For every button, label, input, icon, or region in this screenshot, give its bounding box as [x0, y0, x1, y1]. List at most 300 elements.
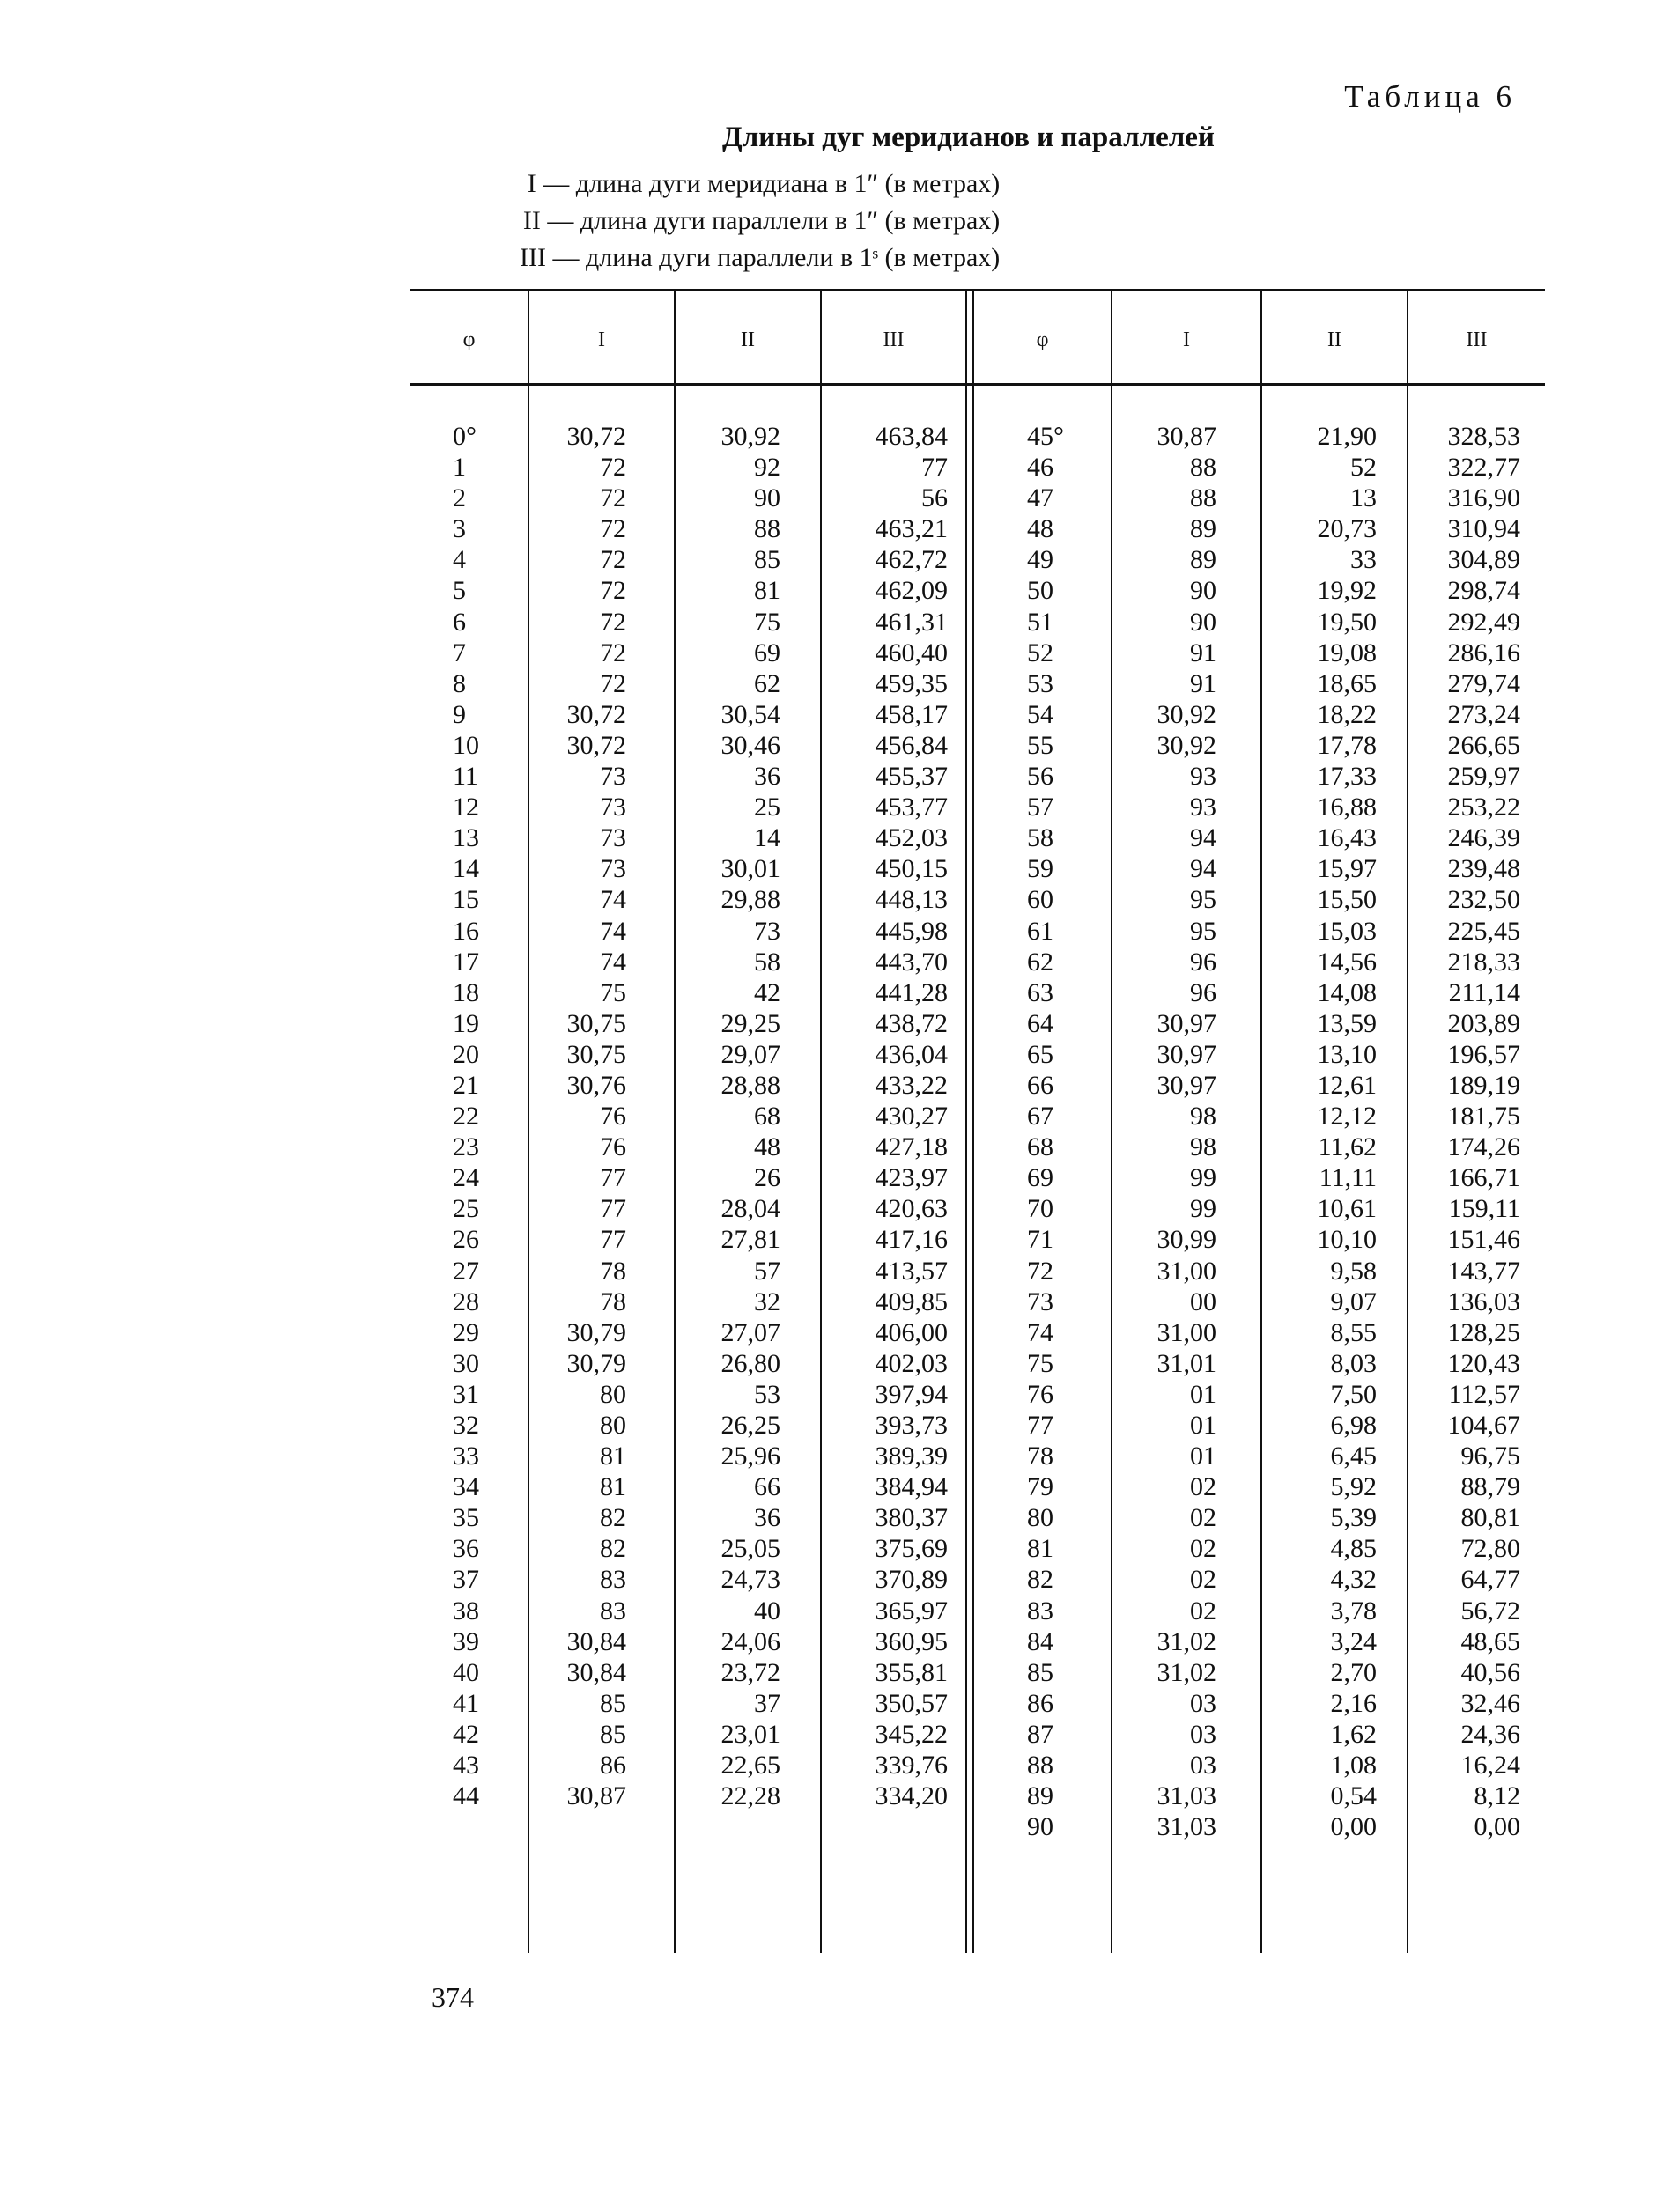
table-cell: 11,11	[1319, 1163, 1377, 1193]
table-cell: 443,70	[875, 947, 948, 977]
table-cell: 10,61	[1317, 1194, 1377, 1224]
table-cell: 30,97	[1156, 1039, 1216, 1069]
table-cell: 14	[754, 823, 780, 853]
table-cell: 59	[1027, 854, 1053, 884]
table-cell: 43	[453, 1751, 479, 1781]
table-cell: 26,25	[720, 1411, 780, 1440]
table-cell: 30,72	[566, 699, 626, 729]
table-cell: 99	[1190, 1194, 1216, 1224]
table-cell: 166,71	[1447, 1163, 1520, 1193]
column-divider	[820, 291, 822, 1953]
table-cell: 22,28	[720, 1781, 780, 1811]
table-cell: 2	[453, 483, 466, 513]
table-cell: 73	[1027, 1287, 1053, 1316]
table-cell: 81	[600, 1472, 626, 1502]
table-cell: 33	[453, 1441, 479, 1471]
table-cell: 64	[1027, 1008, 1053, 1038]
table-cell: 30,76	[566, 1070, 626, 1100]
table-cell: 402,03	[875, 1348, 948, 1378]
table-cell: 42	[754, 977, 780, 1007]
table-cell: 74	[600, 916, 626, 946]
table-cell: 32	[453, 1411, 479, 1440]
table-cell: 8,12	[1474, 1781, 1520, 1811]
table-cell: 189,19	[1447, 1070, 1520, 1100]
header-iii-left: III	[883, 328, 905, 351]
table-cell: 463,21	[875, 514, 948, 544]
legend-line-iii: III — длина дуги параллели в 1ˢ (в метрах)	[520, 243, 1001, 272]
table-cell: 89	[1190, 514, 1216, 544]
table-cell: 460,40	[875, 638, 948, 667]
table-cell: 93	[1190, 793, 1216, 822]
table-cell: 30,92	[1156, 699, 1216, 729]
table-cell: 159,11	[1448, 1194, 1520, 1224]
table-cell: 350,57	[875, 1688, 948, 1718]
table-cell: 316,90	[1447, 483, 1520, 513]
table-cell: 3,24	[1330, 1626, 1377, 1656]
table-cell: 14,56	[1317, 947, 1377, 977]
table-cell: 448,13	[875, 885, 948, 915]
table-cell: 02	[1190, 1503, 1216, 1533]
table-cell: 450,15	[875, 854, 948, 884]
table-cell: 9,07	[1330, 1287, 1377, 1316]
table-cell: 88,79	[1460, 1472, 1520, 1502]
table-cell: 355,81	[875, 1657, 948, 1687]
table-cell: 31,02	[1156, 1657, 1216, 1687]
table-cell: 22,65	[720, 1751, 780, 1781]
table-cell: 9,58	[1330, 1256, 1377, 1286]
table-cell: 18,65	[1317, 668, 1377, 698]
column-divider	[1111, 291, 1112, 1953]
table-cell: 92	[754, 453, 780, 483]
table-cell: 57	[754, 1256, 780, 1286]
table-cell: 39	[453, 1626, 479, 1656]
table-cell: 4,32	[1330, 1565, 1377, 1595]
table-cell: 31	[453, 1379, 479, 1409]
table-cell: 413,57	[875, 1256, 948, 1286]
table-cell: 181,75	[1447, 1102, 1520, 1132]
table-cell: 328,53	[1447, 422, 1520, 451]
table-cell: 26,80	[720, 1348, 780, 1378]
table-cell: 87	[1027, 1719, 1053, 1749]
table-cell: 56	[1027, 762, 1053, 792]
table-cell: 279,74	[1447, 668, 1520, 698]
table-cell: 32,46	[1460, 1688, 1520, 1718]
table-cell: 339,76	[875, 1751, 948, 1781]
table-cell: 67	[1027, 1102, 1053, 1132]
table-cell: 345,22	[875, 1719, 948, 1749]
table-cell: 13	[1350, 483, 1377, 513]
table-cell: 48	[1027, 514, 1053, 544]
table-cell: 436,04	[875, 1039, 948, 1069]
table-cell: 232,50	[1447, 885, 1520, 915]
table-cell: 29,07	[720, 1039, 780, 1069]
table-cell: 12,12	[1317, 1102, 1377, 1132]
table-cell: 72	[1027, 1256, 1053, 1286]
table-cell: 218,33	[1447, 947, 1520, 977]
table-cell: 69	[754, 638, 780, 667]
table-cell: 27	[453, 1256, 479, 1286]
table-cell: 11	[453, 762, 478, 792]
table-cell: 26	[453, 1225, 479, 1255]
table-cell: 18,22	[1317, 699, 1377, 729]
table-cell: 96	[1190, 947, 1216, 977]
table-cell: 11,62	[1318, 1132, 1377, 1162]
table-cell: 47	[1027, 483, 1053, 513]
table-cell: 88	[1190, 453, 1216, 483]
table-cell: 57	[1027, 793, 1053, 822]
table-cell: 75	[1027, 1348, 1053, 1378]
table-cell: 286,16	[1447, 638, 1520, 667]
table-cell: 88	[754, 514, 780, 544]
table-cell: 19,08	[1317, 638, 1377, 667]
table-cell: 95	[1190, 885, 1216, 915]
table-cell: 36	[754, 1503, 780, 1533]
table-cell: 304,89	[1447, 545, 1520, 575]
table-cell: 17,78	[1317, 730, 1377, 760]
table-cell: 136,03	[1447, 1287, 1520, 1316]
table-cell: 77	[921, 453, 948, 483]
column-divider	[674, 291, 676, 1953]
table-cell: 16,88	[1317, 793, 1377, 822]
table-cell: 88	[1190, 483, 1216, 513]
arc-length-table	[410, 289, 1545, 1955]
table-cell: 78	[600, 1287, 626, 1316]
table-cell: 54	[1027, 699, 1053, 729]
table-cell: 85	[600, 1719, 626, 1749]
table-cell: 1,08	[1330, 1751, 1377, 1781]
table-cell: 03	[1190, 1688, 1216, 1718]
table-cell: 12,61	[1317, 1070, 1377, 1100]
table-cell: 15,03	[1317, 916, 1377, 946]
table-cell: 30,99	[1156, 1225, 1216, 1255]
table-cell: 334,20	[875, 1781, 948, 1811]
table-cell: 8,55	[1330, 1317, 1377, 1347]
table-cell: 64,77	[1460, 1565, 1520, 1595]
table-cell: 24	[453, 1163, 479, 1193]
ii-column-left	[684, 421, 780, 1811]
table-cell: 174,26	[1447, 1132, 1520, 1162]
table-cell: 16,43	[1317, 823, 1377, 853]
table-cell: 90	[1190, 607, 1216, 637]
table-cell: 83	[600, 1565, 626, 1595]
table-cell: 30,87	[1156, 422, 1216, 451]
header-bottom-rule	[410, 383, 1545, 386]
table-cell: 30,72	[566, 422, 626, 451]
phi-column-left	[453, 421, 514, 1811]
table-cell: 37	[754, 1688, 780, 1718]
table-cell: 30,75	[566, 1008, 626, 1038]
table-cell: 370,89	[875, 1565, 948, 1595]
table-cell: 86	[1027, 1688, 1053, 1718]
table-cell: 6	[453, 607, 466, 637]
block-double-divider	[972, 291, 974, 1953]
iii-column-left	[829, 421, 948, 1811]
table-cell: 453,77	[875, 793, 948, 822]
table-cell: 409,85	[875, 1287, 948, 1316]
table-cell: 74	[1027, 1317, 1053, 1347]
header-ii-left: II	[741, 328, 755, 351]
table-cell: 94	[1190, 823, 1216, 853]
table-cell: 441,28	[875, 977, 948, 1007]
table-cell: 0,54	[1330, 1781, 1377, 1811]
table-cell: 29,88	[720, 885, 780, 915]
table-cell: 20,73	[1317, 514, 1377, 544]
table-cell: 85	[600, 1688, 626, 1718]
table-cell: 73	[754, 916, 780, 946]
table-cell: 12	[453, 793, 479, 822]
table-cell: 37	[453, 1565, 479, 1595]
table-cell: 3,78	[1330, 1596, 1377, 1626]
table-cell: 31,00	[1156, 1317, 1216, 1347]
table-cell: 389,39	[875, 1441, 948, 1471]
table-cell: 6,98	[1330, 1411, 1377, 1440]
table-cell: 36	[754, 762, 780, 792]
table-cell: 90	[1027, 1812, 1053, 1842]
table-cell: 30,84	[566, 1626, 626, 1656]
table-cell: 30,84	[566, 1657, 626, 1687]
table-cell: 77	[600, 1225, 626, 1255]
table-cell: 77	[1027, 1411, 1053, 1440]
table-cell: 00	[1190, 1287, 1216, 1316]
table-cell: 72	[600, 638, 626, 667]
table-cell: 298,74	[1447, 576, 1520, 606]
table-cell: 46	[1027, 453, 1053, 483]
table-cell: 30,92	[1156, 730, 1216, 760]
table-cell: 1,62	[1330, 1719, 1377, 1749]
table-cell: 7,50	[1330, 1379, 1377, 1409]
table-cell: 03	[1190, 1719, 1216, 1749]
table-cell: 02	[1190, 1472, 1216, 1502]
table-cell: 22	[453, 1102, 479, 1132]
table-cell: 143,77	[1447, 1256, 1520, 1286]
table-cell: 48	[754, 1132, 780, 1162]
table-cell: 461,31	[875, 607, 948, 637]
table-cell: 48,65	[1460, 1626, 1520, 1656]
table-cell: 58	[754, 947, 780, 977]
table-cell: 02	[1190, 1565, 1216, 1595]
table-cell: 86	[600, 1751, 626, 1781]
table-cell: 31,00	[1156, 1256, 1216, 1286]
table-cell: 360,95	[875, 1626, 948, 1656]
table-cell: 83	[600, 1596, 626, 1626]
table-cell: 4,85	[1330, 1534, 1377, 1564]
table-cell: 8,03	[1330, 1348, 1377, 1378]
table-cell: 74	[600, 947, 626, 977]
table-cell: 18	[453, 977, 479, 1007]
table-cell: 375,69	[875, 1534, 948, 1564]
table-cell: 30,97	[1156, 1070, 1216, 1100]
table-cell: 75	[600, 977, 626, 1007]
table-cell: 72	[600, 514, 626, 544]
table-cell: 28	[453, 1287, 479, 1316]
block-double-divider	[965, 291, 967, 1953]
table-cell: 33	[1350, 545, 1377, 575]
table-cell: 23	[453, 1132, 479, 1162]
table-cell: 50	[1027, 576, 1053, 606]
table-cell: 5,39	[1330, 1503, 1377, 1533]
table-cell: 96	[1190, 977, 1216, 1007]
legend-line-ii: II — длина дуги параллели в 1″ (в метрах)	[522, 206, 1001, 235]
header-ii-right: II	[1327, 328, 1341, 351]
table-cell: 69	[1027, 1163, 1053, 1193]
table-cell: 77	[600, 1163, 626, 1193]
table-cell: 96,75	[1460, 1441, 1520, 1471]
table-cell: 30	[453, 1348, 479, 1378]
table-cell: 30,97	[1156, 1008, 1216, 1038]
table-cell: 196,57	[1447, 1039, 1520, 1069]
table-cell: 112,57	[1448, 1379, 1520, 1409]
table-cell: 98	[1190, 1132, 1216, 1162]
table-cell: 77	[600, 1194, 626, 1224]
table-cell: 27,07	[720, 1317, 780, 1347]
table-cell: 16,24	[1460, 1751, 1520, 1781]
table-cell: 84	[1027, 1626, 1053, 1656]
table-cell: 246,39	[1447, 823, 1520, 853]
table-cell: 45°	[1027, 422, 1064, 451]
table-cell: 456,84	[875, 730, 948, 760]
table-cell: 82	[1027, 1565, 1053, 1595]
table-cell: 68	[1027, 1132, 1053, 1162]
table-cell: 15	[453, 885, 479, 915]
table-cell: 81	[1027, 1534, 1053, 1564]
table-cell: 417,16	[875, 1225, 948, 1255]
table-cell: 95	[1190, 916, 1216, 946]
table-cell: 51	[1027, 607, 1053, 637]
table-cell: 31,01	[1156, 1348, 1216, 1378]
table-cell: 30,46	[720, 730, 780, 760]
table-cell: 01	[1190, 1441, 1216, 1471]
table-cell: 30,75	[566, 1039, 626, 1069]
table-cell: 0,00	[1330, 1812, 1377, 1842]
table-cell: 03	[1190, 1751, 1216, 1781]
table-cell: 13,59	[1317, 1008, 1377, 1038]
table-cell: 85	[1027, 1657, 1053, 1687]
table-cell: 90	[754, 483, 780, 513]
table-cell: 82	[600, 1503, 626, 1533]
table-cell: 462,09	[875, 576, 948, 606]
table-cell: 1	[453, 453, 466, 483]
table-cell: 31,03	[1156, 1812, 1216, 1842]
table-cell: 66	[1027, 1070, 1053, 1100]
table-cell: 72	[600, 453, 626, 483]
table-cell: 459,35	[875, 668, 948, 698]
table-cell: 01	[1190, 1411, 1216, 1440]
table-cell: 7	[453, 638, 466, 667]
table-cell: 65	[1027, 1039, 1053, 1069]
table-cell: 23,72	[720, 1657, 780, 1687]
table-cell: 17	[453, 947, 479, 977]
table-cell: 24,73	[720, 1565, 780, 1595]
table-cell: 25	[453, 1194, 479, 1224]
column-divider	[528, 291, 529, 1953]
phi-column-right	[1027, 421, 1102, 1842]
page-title: Длины дуг меридианов и параллелей	[722, 122, 1215, 153]
table-cell: 259,97	[1447, 762, 1520, 792]
table-cell: 128,25	[1447, 1317, 1520, 1347]
table-cell: 2,70	[1330, 1657, 1377, 1687]
table-cell: 3	[453, 514, 466, 544]
table-cell: 60	[1027, 885, 1053, 915]
table-cell: 6,45	[1330, 1441, 1377, 1471]
table-cell: 25,96	[720, 1441, 780, 1471]
table-cell: 40	[754, 1596, 780, 1626]
table-cell: 70	[1027, 1194, 1053, 1224]
table-cell: 76	[600, 1132, 626, 1162]
table-cell: 14,08	[1317, 977, 1377, 1007]
table-cell: 16	[453, 916, 479, 946]
legend-line-i: I — длина дуги меридиана в 1″ (в метрах)	[527, 169, 1001, 198]
table-top-rule	[410, 289, 1545, 291]
table-cell: 4	[453, 545, 466, 575]
table-cell: 365,97	[875, 1596, 948, 1626]
table-cell: 225,45	[1447, 916, 1520, 946]
table-cell: 40,56	[1460, 1657, 1520, 1687]
header-i-right: I	[1183, 328, 1190, 351]
table-cell: 82	[600, 1534, 626, 1564]
table-cell: 29,25	[720, 1008, 780, 1038]
table-cell: 31,02	[1156, 1626, 1216, 1656]
table-number-label: Таблица 6	[1344, 79, 1516, 114]
table-cell: 266,65	[1447, 730, 1520, 760]
table-cell: 41	[453, 1688, 479, 1718]
table-cell: 9	[453, 699, 466, 729]
table-cell: 30,87	[566, 1781, 626, 1811]
table-cell: 420,63	[875, 1194, 948, 1224]
table-cell: 26	[754, 1163, 780, 1193]
table-cell: 30,54	[720, 699, 780, 729]
table-cell: 32	[754, 1287, 780, 1316]
table-cell: 78	[600, 1256, 626, 1286]
table-cell: 438,72	[875, 1008, 948, 1038]
table-cell: 17,33	[1317, 762, 1377, 792]
table-cell: 239,48	[1447, 854, 1520, 884]
table-cell: 44	[453, 1781, 479, 1811]
table-cell: 81	[754, 576, 780, 606]
table-cell: 56,72	[1460, 1596, 1520, 1626]
table-cell: 13	[453, 823, 479, 853]
table-cell: 0°	[453, 422, 477, 451]
i-column-left	[534, 421, 626, 1811]
table-cell: 310,94	[1447, 514, 1520, 544]
table-cell: 93	[1190, 762, 1216, 792]
table-cell: 397,94	[875, 1379, 948, 1409]
table-cell: 02	[1190, 1534, 1216, 1564]
table-cell: 79	[1027, 1472, 1053, 1502]
table-cell: 98	[1190, 1102, 1216, 1132]
table-cell: 15,97	[1317, 854, 1377, 884]
table-cell: 55	[1027, 730, 1053, 760]
header-iii-right: III	[1466, 328, 1488, 351]
table-cell: 0,00	[1474, 1812, 1520, 1842]
table-cell: 10	[453, 730, 479, 760]
table-cell: 91	[1190, 638, 1216, 667]
table-cell: 53	[1027, 668, 1053, 698]
table-cell: 30,72	[566, 730, 626, 760]
table-cell: 5	[453, 576, 466, 606]
table-cell: 52	[1027, 638, 1053, 667]
table-cell: 76	[1027, 1379, 1053, 1409]
table-cell: 56	[921, 483, 948, 513]
table-cell: 24,06	[720, 1626, 780, 1656]
table-cell: 62	[1027, 947, 1053, 977]
table-cell: 02	[1190, 1596, 1216, 1626]
table-cell: 24,36	[1460, 1719, 1520, 1749]
table-cell: 40	[453, 1657, 479, 1687]
table-cell: 30,79	[566, 1348, 626, 1378]
table-cell: 151,46	[1447, 1225, 1520, 1255]
table-cell: 28,88	[720, 1070, 780, 1100]
table-cell: 10,10	[1317, 1225, 1377, 1255]
